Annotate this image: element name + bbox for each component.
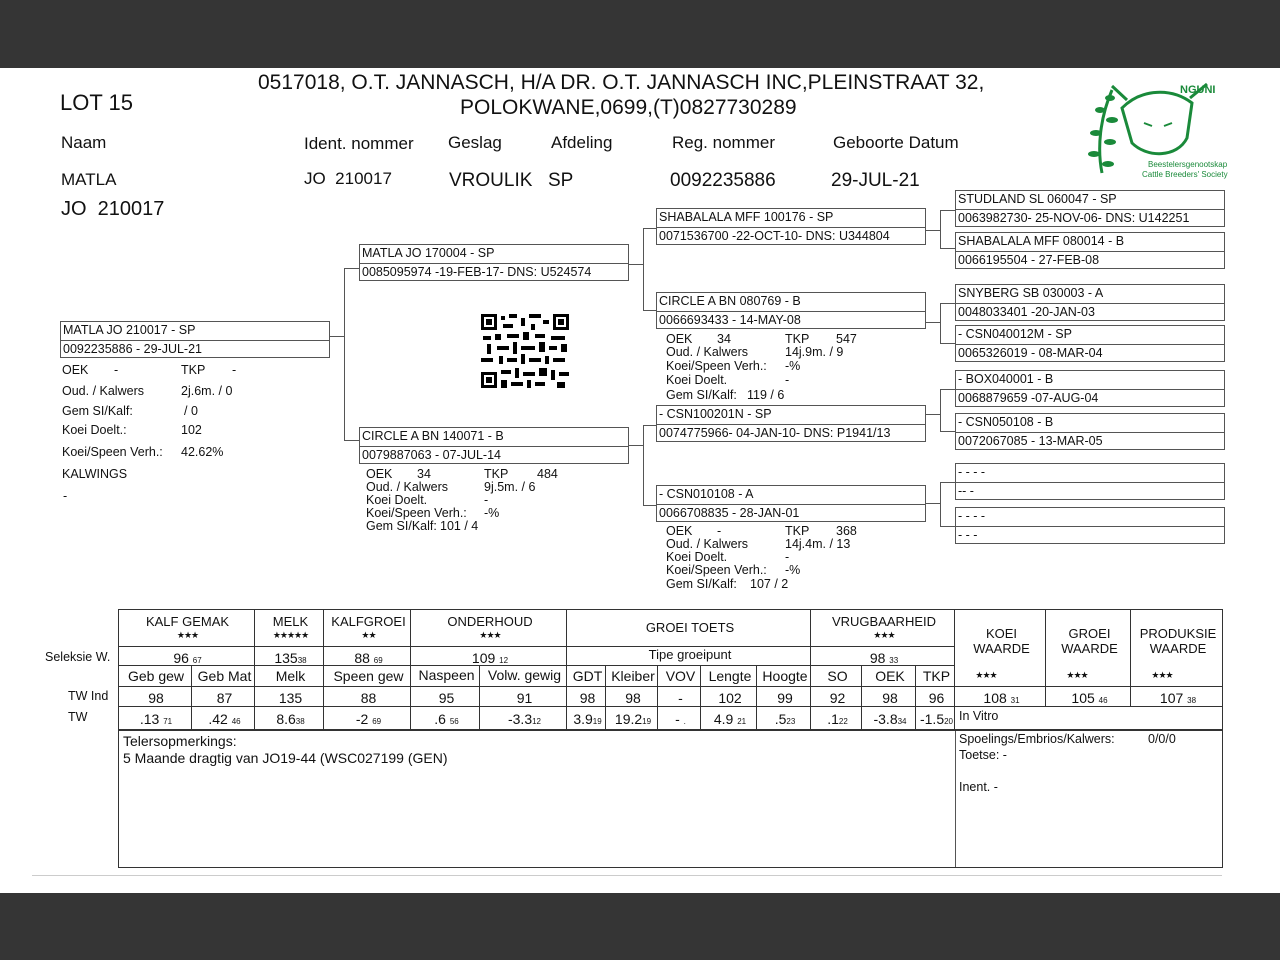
trait-header: OEK (875, 668, 905, 684)
stat-value: - (785, 550, 790, 564)
pedigree-great-grandparent (955, 507, 1225, 544)
connector (643, 425, 644, 505)
connector (940, 303, 956, 304)
inent: Inent. - (959, 780, 998, 794)
tw-ind-value: 96 (928, 690, 945, 706)
stat-value: 42.62% (181, 445, 224, 459)
stat-label: Gem SI/Kalf: (62, 404, 133, 418)
value: -3.8 (873, 711, 898, 727)
tw-ind-value: 98 (579, 690, 596, 706)
value: .5 (774, 711, 787, 727)
accuracy: 31 (1010, 696, 1020, 705)
value-ident: JO 210017 (304, 169, 392, 188)
pedigree-dam (359, 427, 629, 464)
logo-sub-2: Cattle Breeders' Society (1142, 170, 1228, 179)
pedigree-name: - CSN040012M - SP (956, 327, 1224, 345)
pedigree-grandparent (656, 208, 926, 245)
pedigree-great-grandparent (955, 463, 1225, 500)
stat-value: 14j.9m. / 9 (785, 345, 844, 359)
stat-value: -% (785, 359, 801, 373)
connector (926, 230, 940, 231)
stat-value: 484 (537, 467, 558, 481)
remarks-title: Telersopmerkings: (123, 733, 237, 749)
qr-code (481, 314, 569, 388)
row-label-tw: TW (68, 710, 88, 724)
accuracy: 69 (372, 717, 382, 726)
value-geslag: VROULIK (449, 170, 533, 191)
stat-value: -% (785, 563, 801, 577)
pedigree-great-grandparent (955, 370, 1225, 407)
stat-value: - (232, 363, 237, 377)
accuracy: 23 (786, 717, 796, 726)
value: -3.3 (507, 711, 533, 727)
accuracy: 38 (297, 656, 307, 665)
accuracy: 33 (889, 656, 899, 665)
connector (940, 343, 956, 344)
tw-value (193, 711, 256, 727)
connector (940, 431, 956, 432)
stat-label: KALWINGS (62, 467, 128, 481)
accuracy: 12 (532, 717, 542, 726)
stat-label: OEK (666, 332, 693, 346)
connector (926, 414, 940, 415)
row-label-seleksie: Seleksie W. (45, 650, 111, 664)
waarde-name: WAARDE (1149, 641, 1207, 656)
value: - (675, 711, 680, 727)
stat-label: Gem SI/Kalf: (366, 519, 437, 533)
pedigree-reg: 0066693433 - 14-MAY-08 (659, 313, 801, 327)
value: 109 (471, 650, 496, 666)
value: 107 (1159, 690, 1184, 706)
pedigree-grandparent (656, 485, 926, 522)
stat-value: 34 (717, 332, 731, 346)
label-naam: Naam (61, 133, 107, 152)
value-geboorte: 29-JUL-21 (831, 170, 920, 191)
value: 3.9 (573, 711, 593, 727)
accuracy: 46 (231, 717, 241, 726)
stat-label: Koei/Speen Verh.: (666, 359, 767, 373)
stat-label: Gem SI/Kalf: (666, 577, 737, 591)
logo-sub-1: Beestelersgenootskap (1148, 160, 1228, 169)
trait-header: Kleiber (611, 668, 655, 684)
tw-ind-value: 98 (148, 690, 164, 706)
waarde-name: KOEI (985, 626, 1018, 641)
tw-value (758, 711, 812, 727)
trait-header: Naspeen (418, 667, 475, 683)
group-header: ONDERHOUD (447, 614, 533, 629)
logo-name: NGUNI (1180, 84, 1216, 96)
stat-label: Koei/Speen Verh.: (62, 445, 163, 459)
value-afdeling: SP (548, 170, 574, 191)
waarde-value (1047, 690, 1132, 706)
pedigree-reg: 0048033401 -20-JAN-03 (958, 305, 1095, 319)
connector (926, 503, 940, 504)
tw-ind-value: 102 (718, 690, 742, 706)
rating-stars: ★★★ (975, 670, 997, 680)
row-label-twind: TW Ind (68, 689, 109, 703)
pedigree-great-grandparent (955, 232, 1225, 269)
group-header: GROEI TOETS (645, 620, 735, 635)
rating-stars: ★★★ (1151, 670, 1173, 680)
stat-value: - (114, 363, 119, 377)
stat-label: OEK (62, 363, 89, 377)
value: 105 (1071, 690, 1095, 706)
pedigree-great-grandparent (955, 284, 1225, 321)
connector (344, 268, 360, 269)
pedigree-name: SHABALALA MFF 080014 - B (956, 234, 1224, 252)
stat-value: 547 (836, 332, 857, 346)
trait-header: Melk (275, 668, 306, 684)
toetse: Toetse: - (959, 748, 1007, 762)
bottom-rule (32, 875, 1222, 876)
stat-value: 102 (181, 423, 202, 437)
waarde-header (956, 626, 1047, 656)
pedigree-reg: 0079887063 - 07-JUL-14 (362, 448, 501, 462)
waarde-name: WAARDE (973, 641, 1030, 656)
stat-label: Gem SI/Kalf: (666, 388, 737, 402)
pedigree-grandparent (656, 405, 926, 442)
value: 4.9 (713, 711, 734, 727)
seleksie-value (325, 650, 412, 666)
stat-value: - (63, 489, 68, 503)
value: .6 (434, 711, 446, 727)
stat-value: 34 (417, 467, 431, 481)
pedigree-sire (359, 244, 629, 281)
stat-label: Koei Doelt. (666, 373, 728, 387)
tw-value (325, 711, 412, 727)
trait-header: Hoogte (762, 668, 808, 684)
tw-value (412, 711, 481, 727)
pedigree-great-grandparent (955, 413, 1225, 450)
rating-stars: ★★★ (479, 630, 501, 640)
value: .1 (827, 711, 839, 727)
spoelings-label: Spoelings/Embrios/Kalwers: (959, 732, 1115, 746)
owner-line-1: 0517018, O.T. JANNASCH, H/A DR. O.T. JANNASCH INC,PLEINSTRAAT 32, (258, 71, 985, 94)
rating-stars: ★★★★★ (272, 630, 309, 640)
stat-value: 2j.6m. / 0 (181, 384, 233, 398)
label-geslag: Geslag (448, 133, 502, 152)
connector (643, 228, 657, 229)
accuracy: 69 (373, 656, 383, 665)
connector (940, 526, 956, 527)
stat-label: TKP (484, 467, 509, 481)
waarde-value (1132, 690, 1224, 706)
trait-header: Speen gew (333, 668, 404, 684)
stat-label: TKP (181, 363, 206, 377)
value: 88 (354, 650, 370, 666)
tw-value (702, 711, 758, 727)
pedigree-name: - - - - (956, 465, 1224, 483)
value: .13 (139, 711, 160, 727)
tw-ind-value: 98 (625, 690, 641, 706)
value: 96 (173, 650, 189, 666)
pedigree-reg: - - - (958, 528, 978, 542)
value: 19.2 (614, 711, 643, 727)
accuracy: 20 (944, 717, 954, 726)
connector (940, 210, 956, 211)
tw-value (481, 711, 568, 727)
top-bar (0, 0, 1280, 68)
stat-value: 107 / 2 (750, 577, 789, 591)
stat-label: OEK (666, 524, 693, 538)
connector (940, 210, 941, 248)
value-reg: 0092235886 (670, 170, 776, 191)
connector (643, 425, 657, 426)
tw-value (119, 711, 193, 727)
lot-number: LOT 15 (60, 90, 133, 115)
pedigree-name: CIRCLE A BN 080769 - B (657, 294, 925, 312)
stat-label: Oud. / Kalwers (62, 384, 144, 398)
trait-header: VOV (665, 668, 696, 684)
stat-label: Koei Doelt. (666, 550, 728, 564)
tw-ind-value: 87 (216, 690, 233, 706)
tw-ind-value: 91 (516, 690, 533, 706)
pedigree-name: - BOX040001 - B (956, 372, 1224, 390)
label-ident: Ident. nommer (304, 134, 414, 153)
pedigree-name: - CSN050108 - B (956, 415, 1224, 433)
stat-value: - (717, 524, 722, 538)
tw-value (607, 711, 659, 727)
group-header: KALF GEMAK (145, 614, 230, 629)
stat-value: 368 (836, 524, 857, 538)
pedigree-reg: 0074775966- 04-JAN-10- DNS: P1941/13 (659, 426, 891, 440)
stat-label: TKP (785, 524, 810, 538)
tw-ind-value: 95 (438, 690, 455, 706)
pedigree-name: SNYBERG SB 030003 - A (956, 286, 1224, 304)
tw-ind-value: 92 (829, 690, 846, 706)
waarde-value (956, 690, 1047, 706)
connector (643, 228, 644, 310)
trait-header: GDT (572, 668, 603, 684)
rating-stars: ★★★ (873, 630, 895, 640)
stat-label: Koei Doelt. (366, 493, 428, 507)
accuracy: 38 (295, 717, 305, 726)
accuracy: 19 (642, 717, 652, 726)
stat-value: -% (484, 506, 500, 520)
value: 8.6 (276, 711, 296, 727)
tipe-groeipunt: Tipe groeipunt (648, 647, 732, 662)
owner-line-2: POLOKWANE,0699,(T)0827730289 (460, 96, 797, 119)
stat-label: Oud. / Kalwers (366, 480, 448, 494)
stat-label: Koei/Speen Verh.: (666, 563, 767, 577)
label-reg: Reg. nommer (672, 133, 775, 152)
stat-value: - (785, 373, 790, 387)
connector (344, 268, 345, 440)
trait-header: Volw. gewig (487, 667, 562, 683)
trait-header: TKP (922, 668, 951, 684)
pedigree-great-grandparent (955, 190, 1225, 227)
stat-value: 9j.5m. / 6 (484, 480, 536, 494)
stat-label: Koei Doelt.: (62, 423, 127, 437)
connector (940, 482, 956, 483)
remarks-text: 5 Maande dragtig van JO19-44 (WSC027199 (GEN) (123, 750, 448, 766)
pedigree-self (60, 321, 330, 358)
trait-header: SO (827, 668, 848, 684)
stat-label: Oud. / Kalwers (666, 537, 748, 551)
pedigree-name: MATLA JO 170004 - SP (360, 246, 628, 264)
connector (643, 505, 657, 506)
pedigree-reg: 0066195504 - 27-FEB-08 (958, 253, 1100, 267)
seleksie-value (412, 650, 568, 666)
nguni-logo (1082, 78, 1232, 182)
tw-ind-value: 88 (360, 690, 377, 706)
accuracy: 19 (592, 717, 602, 726)
value: -1.5 (919, 711, 945, 727)
waarde-name: PRODUKSIE (1139, 626, 1217, 641)
value-naam: MATLA (61, 170, 117, 189)
qr-code-icon (481, 314, 569, 388)
tw-value (863, 711, 917, 727)
value: 98 (869, 650, 886, 666)
value: 135 (274, 650, 298, 666)
pedigree-name: - CSN010108 - A (657, 487, 925, 505)
waarde-name: WAARDE (1061, 641, 1118, 656)
big-ident: JO 210017 (61, 198, 165, 220)
rating-stars: ★★★ (1066, 670, 1088, 680)
seleksie-value (812, 650, 956, 666)
value: .42 (208, 711, 228, 727)
accuracy: 38 (1187, 696, 1197, 705)
accuracy: 21 (737, 717, 747, 726)
pedigree-name: STUDLAND SL 060047 - SP (956, 192, 1224, 210)
value: -2 (355, 711, 369, 727)
bottom-bar (0, 893, 1280, 960)
rating-stars: ★★★ (176, 630, 199, 640)
in-vitro: In Vitro (959, 709, 999, 723)
connector (344, 440, 360, 441)
rating-stars: ★★ (361, 630, 376, 640)
trait-header: Geb gew (127, 668, 185, 684)
tw-value (568, 711, 607, 727)
accuracy: 56 (449, 717, 459, 726)
stat-value: 101 / 4 (440, 519, 479, 533)
tw-ind-value: - (678, 690, 683, 706)
stat-value: 14j.4m. / 13 (785, 537, 851, 551)
spoelings-value: 0/0/0 (1148, 732, 1176, 746)
connector (629, 264, 643, 265)
tw-value (812, 711, 863, 727)
waarde-header (1132, 626, 1224, 656)
label-geboorte: Geboorte Datum (833, 133, 959, 152)
pedigree-name: - CSN100201N - SP (657, 407, 925, 425)
pedigree-reg: 0085095974 -19-FEB-17- DNS: U524574 (362, 265, 592, 279)
connector (940, 248, 956, 249)
group-header: MELK (272, 614, 309, 629)
pedigree-reg: 0066708835 - 28-JAN-01 (659, 506, 800, 520)
waarde-header (1047, 626, 1132, 656)
stat-label: Oud. / Kalwers (666, 345, 748, 359)
divider (955, 731, 956, 867)
seleksie-value (119, 650, 256, 666)
connector (940, 389, 941, 431)
pedigree-name: SHABALALA MFF 100176 - SP (657, 210, 925, 228)
pedigree-reg: 0092235886 - 29-JUL-21 (63, 342, 202, 356)
accuracy: 71 (163, 717, 173, 726)
stat-label: Koei/Speen Verh.: (366, 506, 467, 520)
connector (643, 310, 657, 311)
pedigree-reg: 0068879659 -07-AUG-04 (958, 391, 1099, 405)
group-header: KALFGROEI (331, 614, 406, 629)
accuracy: . (683, 717, 686, 726)
tw-value (917, 711, 956, 727)
stat-value: - (484, 493, 489, 507)
pedigree-name: MATLA JO 210017 - SP (61, 323, 329, 341)
connector (940, 482, 941, 526)
remarks-panel (118, 730, 1223, 868)
connector (926, 322, 940, 323)
group-header: VRUGBAARHEID (831, 614, 937, 629)
stat-label: TKP (785, 332, 810, 346)
value: 108 (983, 690, 1007, 706)
accuracy: 12 (499, 656, 509, 665)
tw-ind-value: 135 (278, 690, 303, 706)
pedigree-reg: -- - (958, 484, 974, 498)
stat-label: OEK (366, 467, 393, 481)
pedigree-great-grandparent (955, 325, 1225, 362)
pedigree-reg: 0071536700 -22-OCT-10- DNS: U344804 (659, 229, 890, 243)
pedigree-reg: 0065326019 - 08-MAR-04 (958, 346, 1103, 360)
accuracy: 46 (1098, 696, 1108, 705)
pedigree-name: CIRCLE A BN 140071 - B (360, 429, 628, 447)
pedigree-reg: 0072067085 - 13-MAR-05 (958, 434, 1103, 448)
pedigree-reg: 0063982730- 25-NOV-06- DNS: U142251 (958, 211, 1190, 225)
tw-value (256, 711, 325, 727)
accuracy: 34 (897, 717, 907, 726)
trait-header: Geb Mat (197, 668, 252, 684)
tw-ind-value: 98 (882, 690, 898, 706)
connector (940, 389, 956, 390)
accuracy: 22 (838, 717, 848, 726)
tw-value (659, 711, 702, 727)
breeding-values-table (118, 609, 1223, 731)
stat-value: / 0 (184, 404, 198, 418)
accuracy: 67 (192, 656, 202, 665)
trait-header: Lengte (708, 668, 752, 684)
tw-ind-value: 99 (777, 690, 793, 706)
waarde-name: GROEI (1068, 626, 1111, 641)
connector (940, 303, 941, 343)
connector (330, 336, 345, 337)
pedigree-grandparent (656, 292, 926, 329)
label-afdeling: Afdeling (551, 133, 613, 152)
seleksie-value (256, 650, 325, 666)
stat-value: 119 / 6 (747, 388, 785, 402)
connector (629, 445, 643, 446)
pedigree-name: - - - - (956, 509, 1224, 527)
